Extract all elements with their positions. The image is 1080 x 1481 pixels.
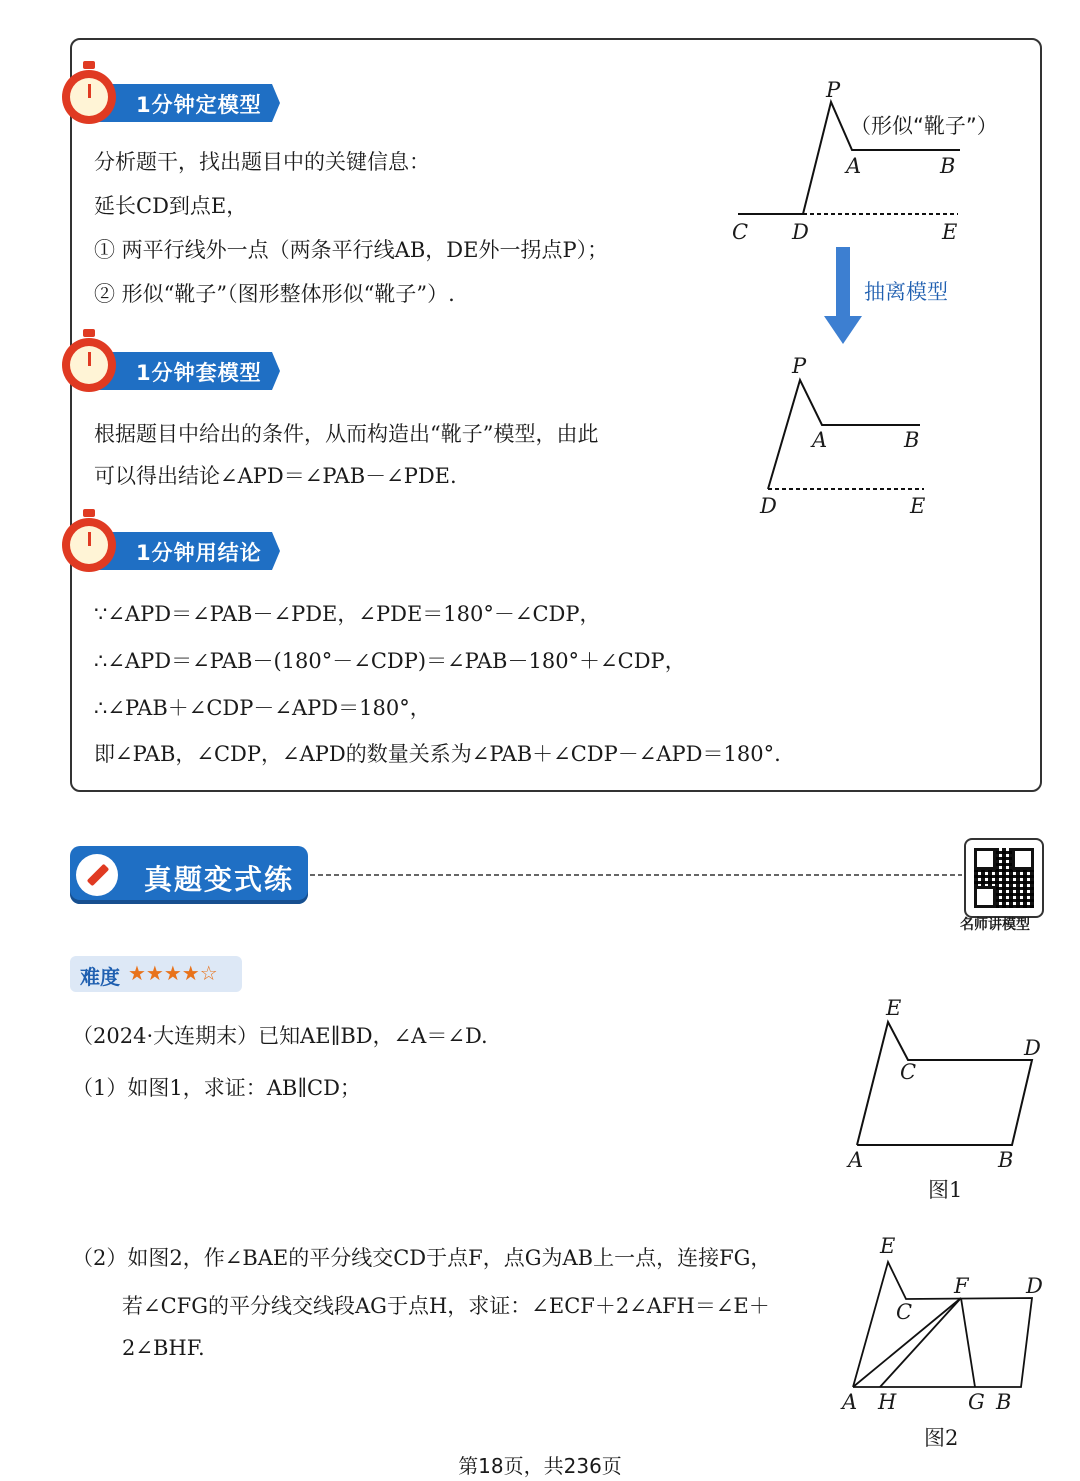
text-line: 根据题目中给出的条件，从而构造出“靴子”模型，由此 (94, 422, 599, 446)
point-label: D (792, 220, 809, 244)
question-2-line: 2∠BHF. (122, 1336, 205, 1360)
practice-header-title: 真题变式练 (144, 863, 295, 896)
difficulty-stars: ★★★★☆ (128, 961, 218, 985)
point-label: A (842, 1390, 858, 1414)
boot-shape-note: （形似“靴子”） (850, 114, 998, 138)
point-label: B (996, 1390, 1012, 1414)
pencil-icon (76, 854, 118, 896)
point-label: B (904, 428, 920, 452)
point-label: G (968, 1390, 985, 1414)
point-label: D (1024, 1036, 1041, 1060)
problem-intro: （2024·大连期末）已知AE∥BD，∠A＝∠D. (72, 1024, 488, 1048)
point-label: A (848, 1148, 864, 1172)
extract-model-label: 抽离模型 (864, 280, 948, 304)
text-line: ② 形似“靴子”（图形整体形似“靴子”）. (94, 282, 455, 306)
point-label: F (954, 1274, 969, 1298)
practice-header (70, 846, 308, 904)
boot-model-lower (768, 380, 924, 489)
point-label: A (812, 428, 828, 452)
point-label: C (896, 1300, 913, 1324)
point-label: C (732, 220, 749, 244)
point-label: C (900, 1060, 917, 1084)
section-tag-label: 1分钟定模型 (136, 93, 262, 117)
question-2-line: （2）如图2，作∠BAE的平分线交CD于点F，点G为AB上一点，连接FG， (72, 1246, 772, 1270)
text-line: ∴∠APD＝∠PAB－(180°－∠CDP)＝∠PAB－180°＋∠CDP， (94, 649, 686, 673)
point-label: D (760, 494, 777, 518)
point-label: E (910, 494, 926, 518)
difficulty-badge (70, 956, 242, 992)
qr-caption: 名师讲模型 (960, 917, 1030, 933)
text-line: 可以得出结论∠APD＝∠PAB－∠PDE. (94, 464, 457, 488)
text-line: 即∠PAB，∠CDP，∠APD的数量关系为∠PAB＋∠CDP－∠APD＝180°. (94, 742, 781, 766)
text-line: ① 两平行线外一点（两条平行线AB，DE外一拐点P）； (94, 238, 609, 262)
page-footer: 第18页，共236页 (458, 1454, 622, 1478)
point-label: B (998, 1148, 1014, 1172)
point-label: B (940, 154, 956, 178)
point-label: H (878, 1390, 897, 1414)
point-label: E (942, 220, 958, 244)
down-arrow-icon (824, 247, 862, 344)
figure-2-diagram (853, 1262, 1032, 1387)
qr-code-icon[interactable] (964, 838, 1044, 918)
text-line: ∵∠APD＝∠PAB－∠PDE，∠PDE＝180°－∠CDP， (94, 602, 601, 626)
point-label: E (886, 996, 902, 1020)
point-label: P (792, 354, 807, 378)
text-line: 分析题干，找出题目中的关键信息： (94, 150, 430, 174)
figure-1-caption: 图1 (928, 1178, 963, 1202)
text-line: ∴∠PAB＋∠CDP－∠APD＝180°， (94, 696, 431, 720)
point-label: D (1026, 1274, 1043, 1298)
point-label: A (846, 154, 862, 178)
question-1: （1）如图1，求证：AB∥CD； (72, 1076, 361, 1100)
question-2-line: 若∠CFG的平分线交线段AG于点H，求证：∠ECF＋2∠AFH＝∠E＋ (122, 1294, 770, 1318)
section-tag-label: 1分钟用结论 (136, 541, 262, 565)
difficulty-label: 难度 (80, 965, 120, 989)
figure-1-diagram (857, 1022, 1032, 1145)
point-label: E (880, 1234, 896, 1258)
text-line: 延长CD到点E， (94, 194, 248, 218)
section-tag-label: 1分钟套模型 (136, 361, 262, 385)
figure-2-caption: 图2 (924, 1426, 959, 1450)
point-label: P (826, 78, 841, 102)
